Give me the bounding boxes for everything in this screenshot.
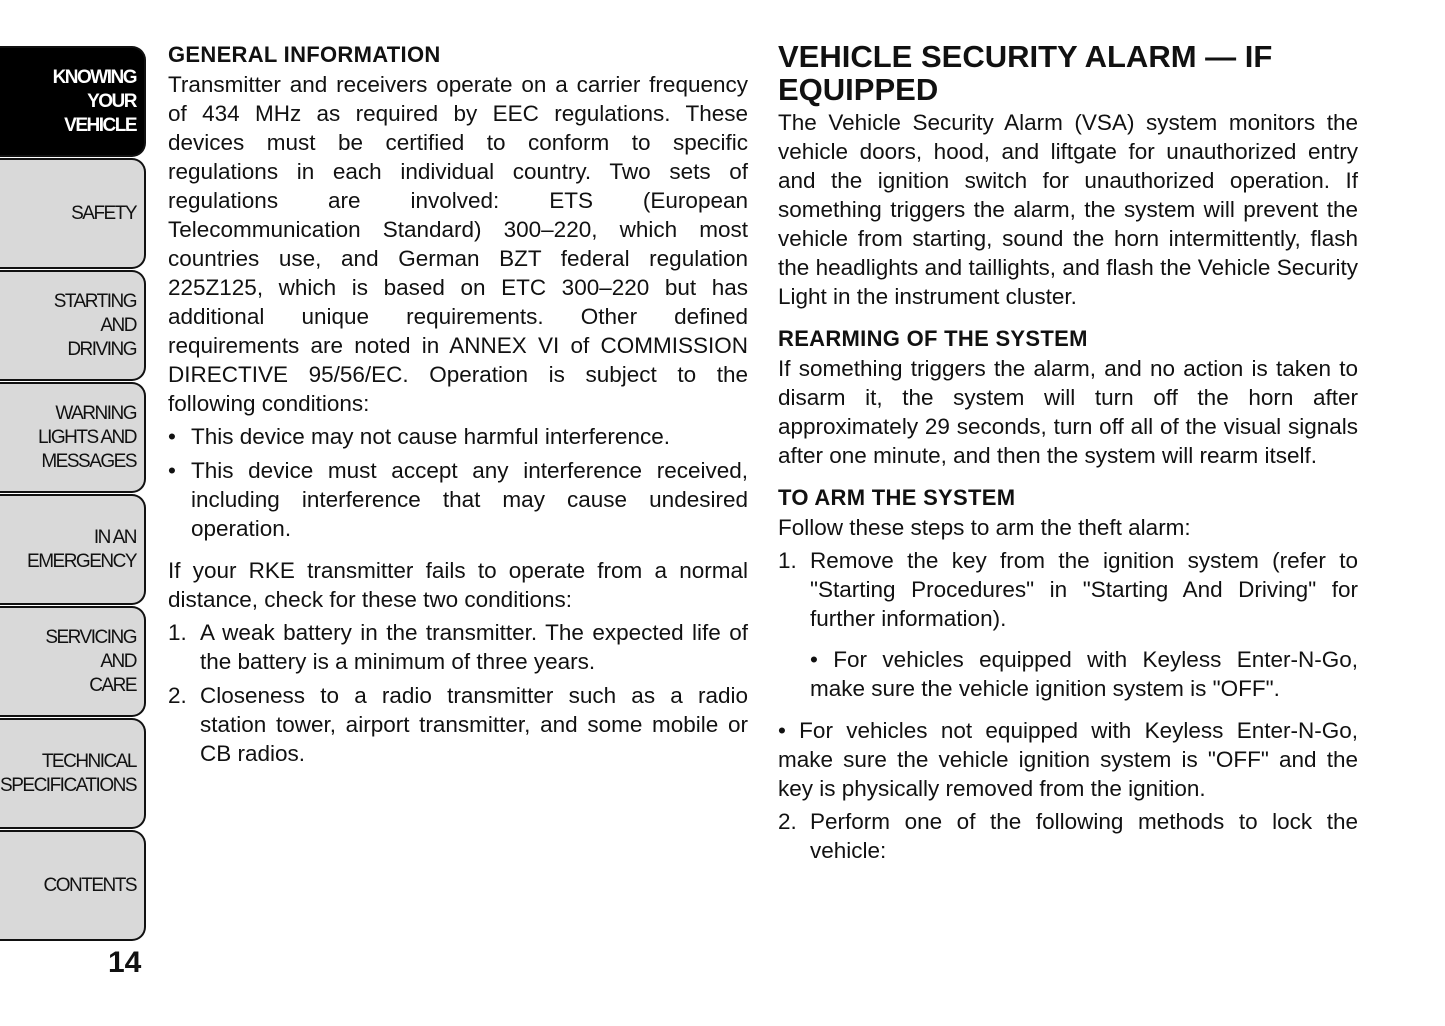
arm-steps-2 xyxy=(778,807,1358,865)
tab-warning-lights[interactable]: WARNING LIGHTS AND MESSAGES xyxy=(0,382,146,493)
arm-intro: Follow these steps to arm the theft alarm: xyxy=(778,515,1191,540)
list-item: 2. Closeness to a radio transmitter such as a radio station tower, airport transmitter, and some mobile or CB radios. xyxy=(168,683,748,766)
list-item: 1. A weak battery in the transmitter. The expected life of the battery is a minimum of three years. xyxy=(168,620,748,674)
conditions-list xyxy=(168,422,748,543)
general-information-heading: GENERAL INFORMATION xyxy=(168,42,441,67)
tab-knowing-your-vehicle[interactable]: KNOWING YOUR VEHICLE xyxy=(0,46,146,157)
list-item: • This device may not cause harmful interference. xyxy=(168,424,670,449)
list-item-text: This device must accept any interference received, including interference that may cause undesired operation. xyxy=(191,458,748,541)
rearming-heading: REARMING OF THE SYSTEM xyxy=(778,326,1088,351)
list-item: 1. Remove the key from the ignition system (refer to "Starting Procedures" in "Starting And Driving" for further information). • For vehicles equipped with Keyless Enter-N-Go, make sure the vehicle ignition system is "OFF". xyxy=(778,548,1358,701)
list-item-text: Perform one of the following methods to lock the vehicle: xyxy=(810,809,1358,863)
tab-contents[interactable]: CONTENTS xyxy=(0,830,146,941)
vsa-intro: The Vehicle Security Alarm (VSA) system monitors the vehicle doors, hood, and liftgate for unauthorized entry and the ignition switch for unauthorized operation. If something triggers the alarm, the system will prevent the vehicle from starting, sound the horn intermittently, flash the headlights and taillights, and flash the Vehicle Security Light in the instrument cluster. xyxy=(778,110,1358,309)
section-title: VEHICLE SECURITY ALARM — IF EQUIPPED xyxy=(778,39,1273,107)
sub-item-2: • For vehicles not equipped with Keyless Enter-N-Go, make sure the vehicle ignition system is "OFF" and the key is physically removed from the ignition. xyxy=(778,718,1358,801)
tab-technical-specifications[interactable]: TECHNICAL SPECIFICATIONS xyxy=(0,718,146,829)
tab-in-an-emergency[interactable]: IN AN EMERGENCY xyxy=(0,494,146,605)
tab-servicing-and-care[interactable]: SERVICING AND CARE xyxy=(0,606,146,717)
list-item-text: Closeness to a radio transmitter such as a radio station tower, airport transmitter, and some mobile or CB radios. xyxy=(200,683,748,766)
tab-safety[interactable]: SAFETY xyxy=(0,158,146,269)
arm-heading: TO ARM THE SYSTEM xyxy=(778,485,1016,510)
arm-steps xyxy=(778,546,1358,703)
list-item-text: Remove the key from the ignition system (refer to "Starting Procedures" in "Starting And Driving" for further information). xyxy=(810,548,1358,631)
list-item: 2. Perform one of the following methods to lock the vehicle: xyxy=(778,809,1358,863)
right-column xyxy=(778,40,1358,870)
left-column xyxy=(168,40,748,773)
general-information-text: Transmitter and receivers operate on a carrier frequency of 434 MHz as required by EEC regulations. These devices must be certified to conform to specific regulations in each individual country. Two sets of regulations are involved: ETS (European Telecommunication Standard) 300–220, which most countries use, and German BZT federal regulation 225Z125, which is based on ETC 300–220 but has additional unique requirements. Other defined requirements are noted in ANNEX VI of COMMISSION DIRECTIVE 95/56/EC. Operation is subject to the following conditions: xyxy=(168,72,748,416)
sub-item: • For vehicles equipped with Keyless Enter-N-Go, make sure the vehicle ignition system is "OFF". xyxy=(810,647,1358,701)
rke-paragraph: If your RKE transmitter fails to operate from a normal distance, check for these two conditions: xyxy=(168,558,748,612)
tab-starting-and-driving[interactable]: STARTING AND DRIVING xyxy=(0,270,146,381)
list-item-text: A weak battery in the transmitter. The expected life of the battery is a minimum of three years. xyxy=(200,620,748,674)
page-number: 14 xyxy=(108,946,142,979)
rke-conditions-list xyxy=(168,618,748,768)
list-item-text: This device may not cause harmful interference. xyxy=(191,424,670,449)
list-item: • This device must accept any interference received, including interference that may cause undesired operation. xyxy=(168,458,748,541)
rearming-text: If something triggers the alarm, and no action is taken to disarm it, the system will turn off the horn after approximately 29 seconds, turn off all of the visual signals after one minute, and then the system will rearm itself. xyxy=(778,356,1358,468)
chapter-tabs xyxy=(0,46,146,942)
